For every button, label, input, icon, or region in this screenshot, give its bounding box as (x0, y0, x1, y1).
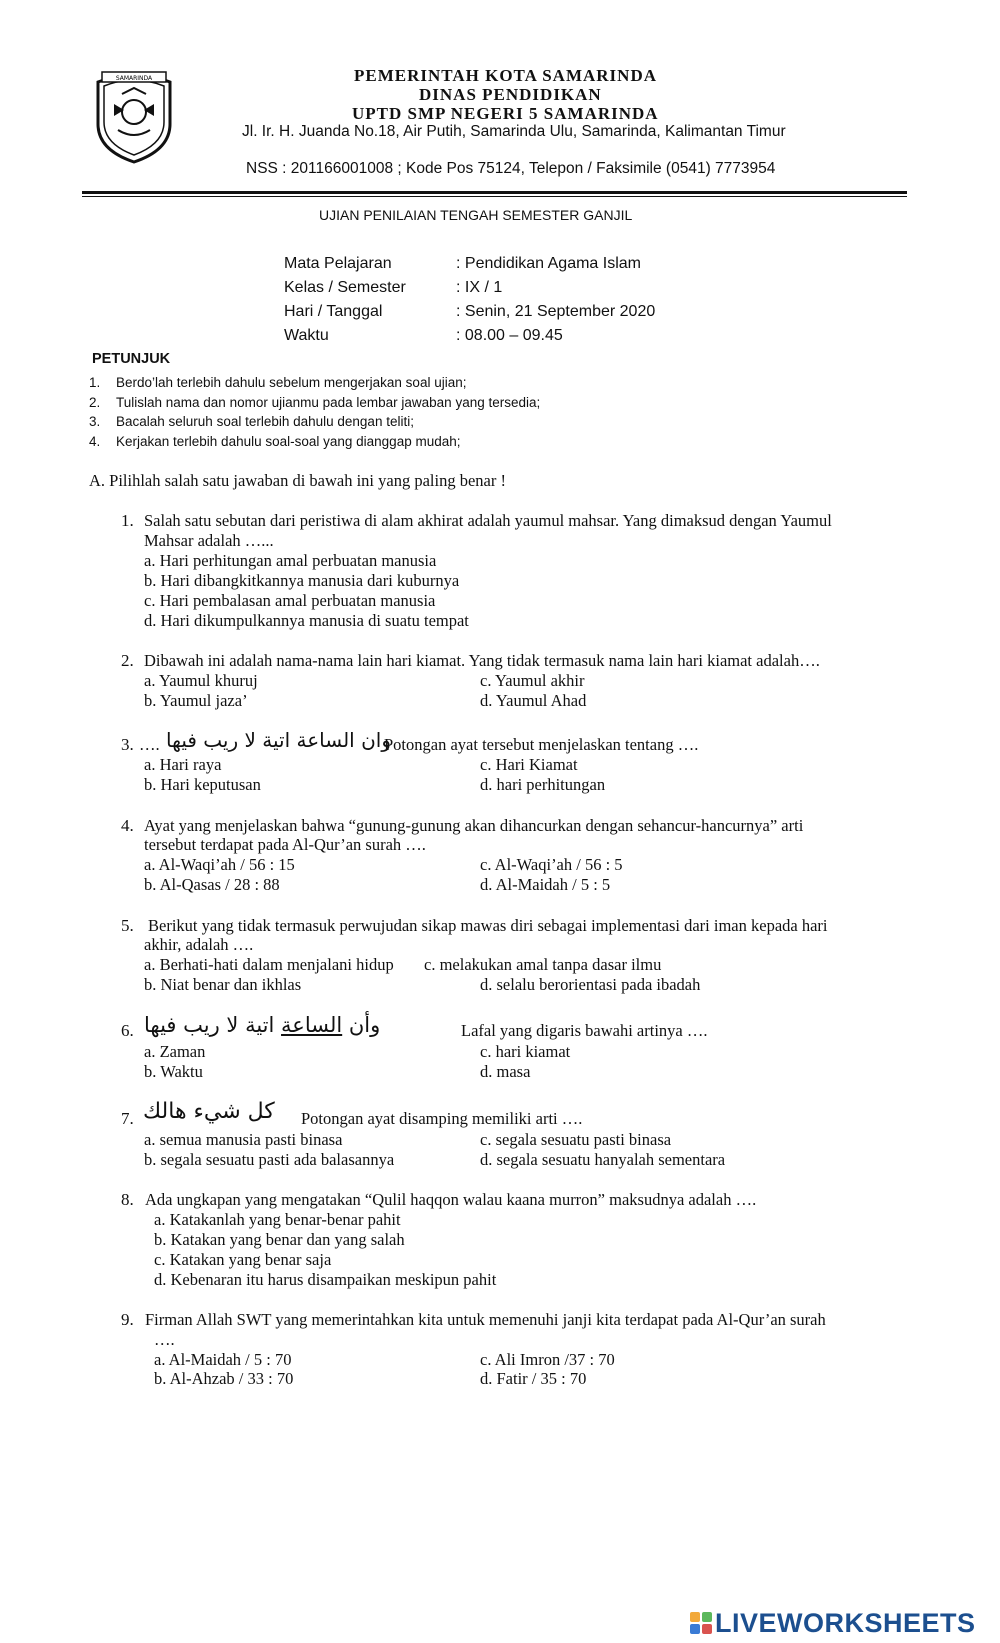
info-label-class: Kelas / Semester (284, 279, 406, 296)
instruction-number: 4. (89, 434, 101, 449)
answer-option: d. Hari dikumpulkannya manusia di suatu tempat (144, 611, 469, 630)
answer-option-d: d. hari perhitungan (480, 775, 606, 794)
question-number: 8. (121, 1190, 134, 1209)
question-number: 3. (121, 735, 134, 754)
instruction-text: Tulislah nama dan nomor ujianmu pada lembar jawaban yang tersedia; (116, 395, 541, 410)
question-text: Potongan ayat disamping memiliki arti …. (301, 1109, 583, 1128)
question-number: 4. (121, 816, 134, 835)
answer-option: a. Katakanlah yang benar-benar pahit (154, 1210, 401, 1229)
answer-option: b. Katakan yang benar dan yang salah (154, 1230, 405, 1249)
instruction-text: Kerjakan terlebih dahulu soal-soal yang dianggap mudah; (116, 434, 461, 449)
header-line-1: PEMERINTAH KOTA SAMARINDA (354, 66, 657, 85)
answer-option-c: c. Hari Kiamat (480, 755, 578, 774)
answer-option-c: c. Al-Waqi’ah / 56 : 5 (480, 855, 623, 874)
instruction-number: 2. (89, 395, 101, 410)
answer-option-d: d. masa (480, 1062, 531, 1081)
question-text: Ayat yang menjelaskan bahwa “gunung-gunung akan dihancurkan dengan sehancur-hancurnya” arti (144, 816, 804, 835)
header-rule-thin (82, 196, 907, 197)
question-text: akhir, adalah …. (144, 935, 254, 954)
answer-option: a. Hari perhitungan amal perbuatan manusia (144, 551, 437, 570)
question-text: Ada ungkapan yang mengatakan “Qulil haqqon walau kaana murron” maksudnya adalah …. (145, 1190, 757, 1209)
answer-option: d. Kebenaran itu harus disampaikan meskipun pahit (154, 1270, 497, 1289)
answer-option-d: d. selalu berorientasi pada ibadah (480, 975, 701, 994)
instructions-heading: PETUNJUK (92, 351, 171, 367)
instruction-text: Bacalah seluruh soal terlebih dahulu dengan teliti; (116, 414, 414, 429)
answer-option-d: d. Yaumul Ahad (480, 691, 587, 710)
question-text: tersebut terdapat pada Al-Qur’an surah …. (144, 835, 426, 854)
instruction-number: 3. (89, 414, 101, 429)
question-text: Potongan ayat tersebut menjelaskan tentang …. (384, 735, 699, 754)
info-value-date: : Senin, 21 September 2020 (456, 303, 656, 320)
answer-option: c. Katakan yang benar saja (154, 1250, 332, 1269)
instruction-number: 1. (89, 375, 101, 390)
answer-option-c: c. Yaumul akhir (480, 671, 585, 690)
header-line-3: UPTD SMP NEGERI 5 SAMARINDA (352, 104, 659, 123)
answer-option-c: c. melakukan amal tanpa dasar ilmu (424, 955, 662, 974)
header-rule-thick (82, 191, 907, 194)
logo-label: SAMARINDA (115, 75, 153, 82)
arabic-underlined-word: الساعة (281, 1013, 343, 1037)
question-text: Dibawah ini adalah nama-nama lain hari kiamat. Yang tidak termasuk nama lain hari kiamat adalah…. (144, 651, 820, 670)
question-text: Mahsar adalah …... (144, 531, 274, 550)
answer-option-b: b. Al-Ahzab / 33 : 70 (154, 1369, 294, 1388)
answer-option-b: b. Yaumul jaza’ (144, 691, 248, 710)
answer-option-b: b. Waktu (144, 1062, 203, 1081)
answer-option-b: b. Hari keputusan (144, 775, 261, 794)
question-text: …. (154, 1330, 175, 1349)
info-label-time: Waktu (284, 327, 329, 344)
info-value-class: : IX / 1 (456, 279, 503, 296)
answer-option-c: c. Ali Imron /37 : 70 (480, 1350, 615, 1369)
question-text: Lafal yang digaris bawahi artinya …. (461, 1021, 708, 1040)
liveworksheets-logo-icon (690, 1612, 712, 1634)
answer-option-b: b. Al-Qasas / 28 : 88 (144, 875, 280, 894)
info-label-subject: Mata Pelajaran (284, 255, 392, 272)
answer-option-b: b. Niat benar dan ikhlas (144, 975, 302, 994)
arabic-ellipsis: …. (139, 735, 160, 754)
arabic-verse (144, 1013, 380, 1037)
answer-option-d: d. segala sesuatu hanyalah sementara (480, 1150, 726, 1169)
question-text: Salah satu sebutan dari peristiwa di alam akhirat adalah yaumul mahsar. Yang dimaksud dengan Yaumul (144, 511, 832, 530)
answer-option: b. Hari dibangkitkannya manusia dari kuburnya (144, 571, 460, 590)
arabic-verse-start: وأن (348, 1013, 381, 1037)
header-address: Jl. Ir. H. Juanda No.18, Air Putih, Samarinda Ulu, Samarinda, Kalimantan Timur (242, 123, 786, 140)
question-number: 1. (121, 511, 134, 530)
header-contact: NSS : 201166001008 ; Kode Pos 75124, Telepon / Faksimile (0541) 7773954 (246, 160, 776, 177)
info-value-time: : 08.00 – 09.45 (456, 327, 563, 344)
exam-title: UJIAN PENILAIAN TENGAH SEMESTER GANJIL (319, 207, 633, 223)
arabic-verse: وان الساعة اتية لا ريب فيها (166, 728, 391, 752)
answer-option-a: a. Berhati-hati dalam menjalani hidup (144, 955, 394, 974)
answer-option-c: c. hari kiamat (480, 1042, 571, 1061)
arabic-verse: كل شيء هالك (143, 1099, 275, 1124)
question-text: Berikut yang tidak termasuk perwujudan sikap mawas diri sebagai implementasi dari iman kepada hari (148, 916, 828, 935)
liveworksheets-watermark[interactable] (690, 1607, 976, 1638)
city-logo (88, 64, 180, 164)
answer-option-c: c. segala sesuatu pasti binasa (480, 1130, 672, 1149)
answer-option-a: a. semua manusia pasti binasa (144, 1130, 343, 1149)
liveworksheets-wordmark: LIVEWORKSHEETS (715, 1607, 976, 1638)
instruction-text: Berdo’lah terlebih dahulu sebelum mengerjakan soal ujian; (116, 375, 467, 390)
answer-option-d: d. Fatir / 35 : 70 (480, 1369, 587, 1388)
answer-option-a: a. Al-Waqi’ah / 56 : 15 (144, 855, 295, 874)
question-number: 9. (121, 1310, 134, 1329)
question-number: 2. (121, 651, 134, 670)
answer-option: c. Hari pembalasan amal perbuatan manusia (144, 591, 436, 610)
section-a-heading: A. Pilihlah salah satu jawaban di bawah ini yang paling benar ! (89, 471, 506, 490)
info-label-date: Hari / Tanggal (284, 303, 383, 320)
answer-option-a: a. Hari raya (144, 755, 222, 774)
question-number: 6. (121, 1021, 134, 1040)
header-line-2: DINAS PENDIDIKAN (419, 85, 602, 104)
answer-option-d: d. Al-Maidah / 5 : 5 (480, 875, 611, 894)
answer-option-a: a. Al-Maidah / 5 : 70 (154, 1350, 292, 1369)
question-text: Firman Allah SWT yang memerintahkan kita untuk memenuhi janji kita terdapat pada Al-Qur’an surah (145, 1310, 826, 1329)
question-number: 5. (121, 916, 134, 935)
answer-option-a: a. Zaman (144, 1042, 206, 1061)
answer-option-b: b. segala sesuatu pasti ada balasannya (144, 1150, 395, 1169)
answer-option-a: a. Yaumul khuruj (144, 671, 258, 690)
arabic-verse-end: اتية لا ريب فيها (144, 1013, 275, 1037)
info-value-subject: : Pendidikan Agama Islam (456, 255, 641, 272)
question-number: 7. (121, 1109, 134, 1128)
